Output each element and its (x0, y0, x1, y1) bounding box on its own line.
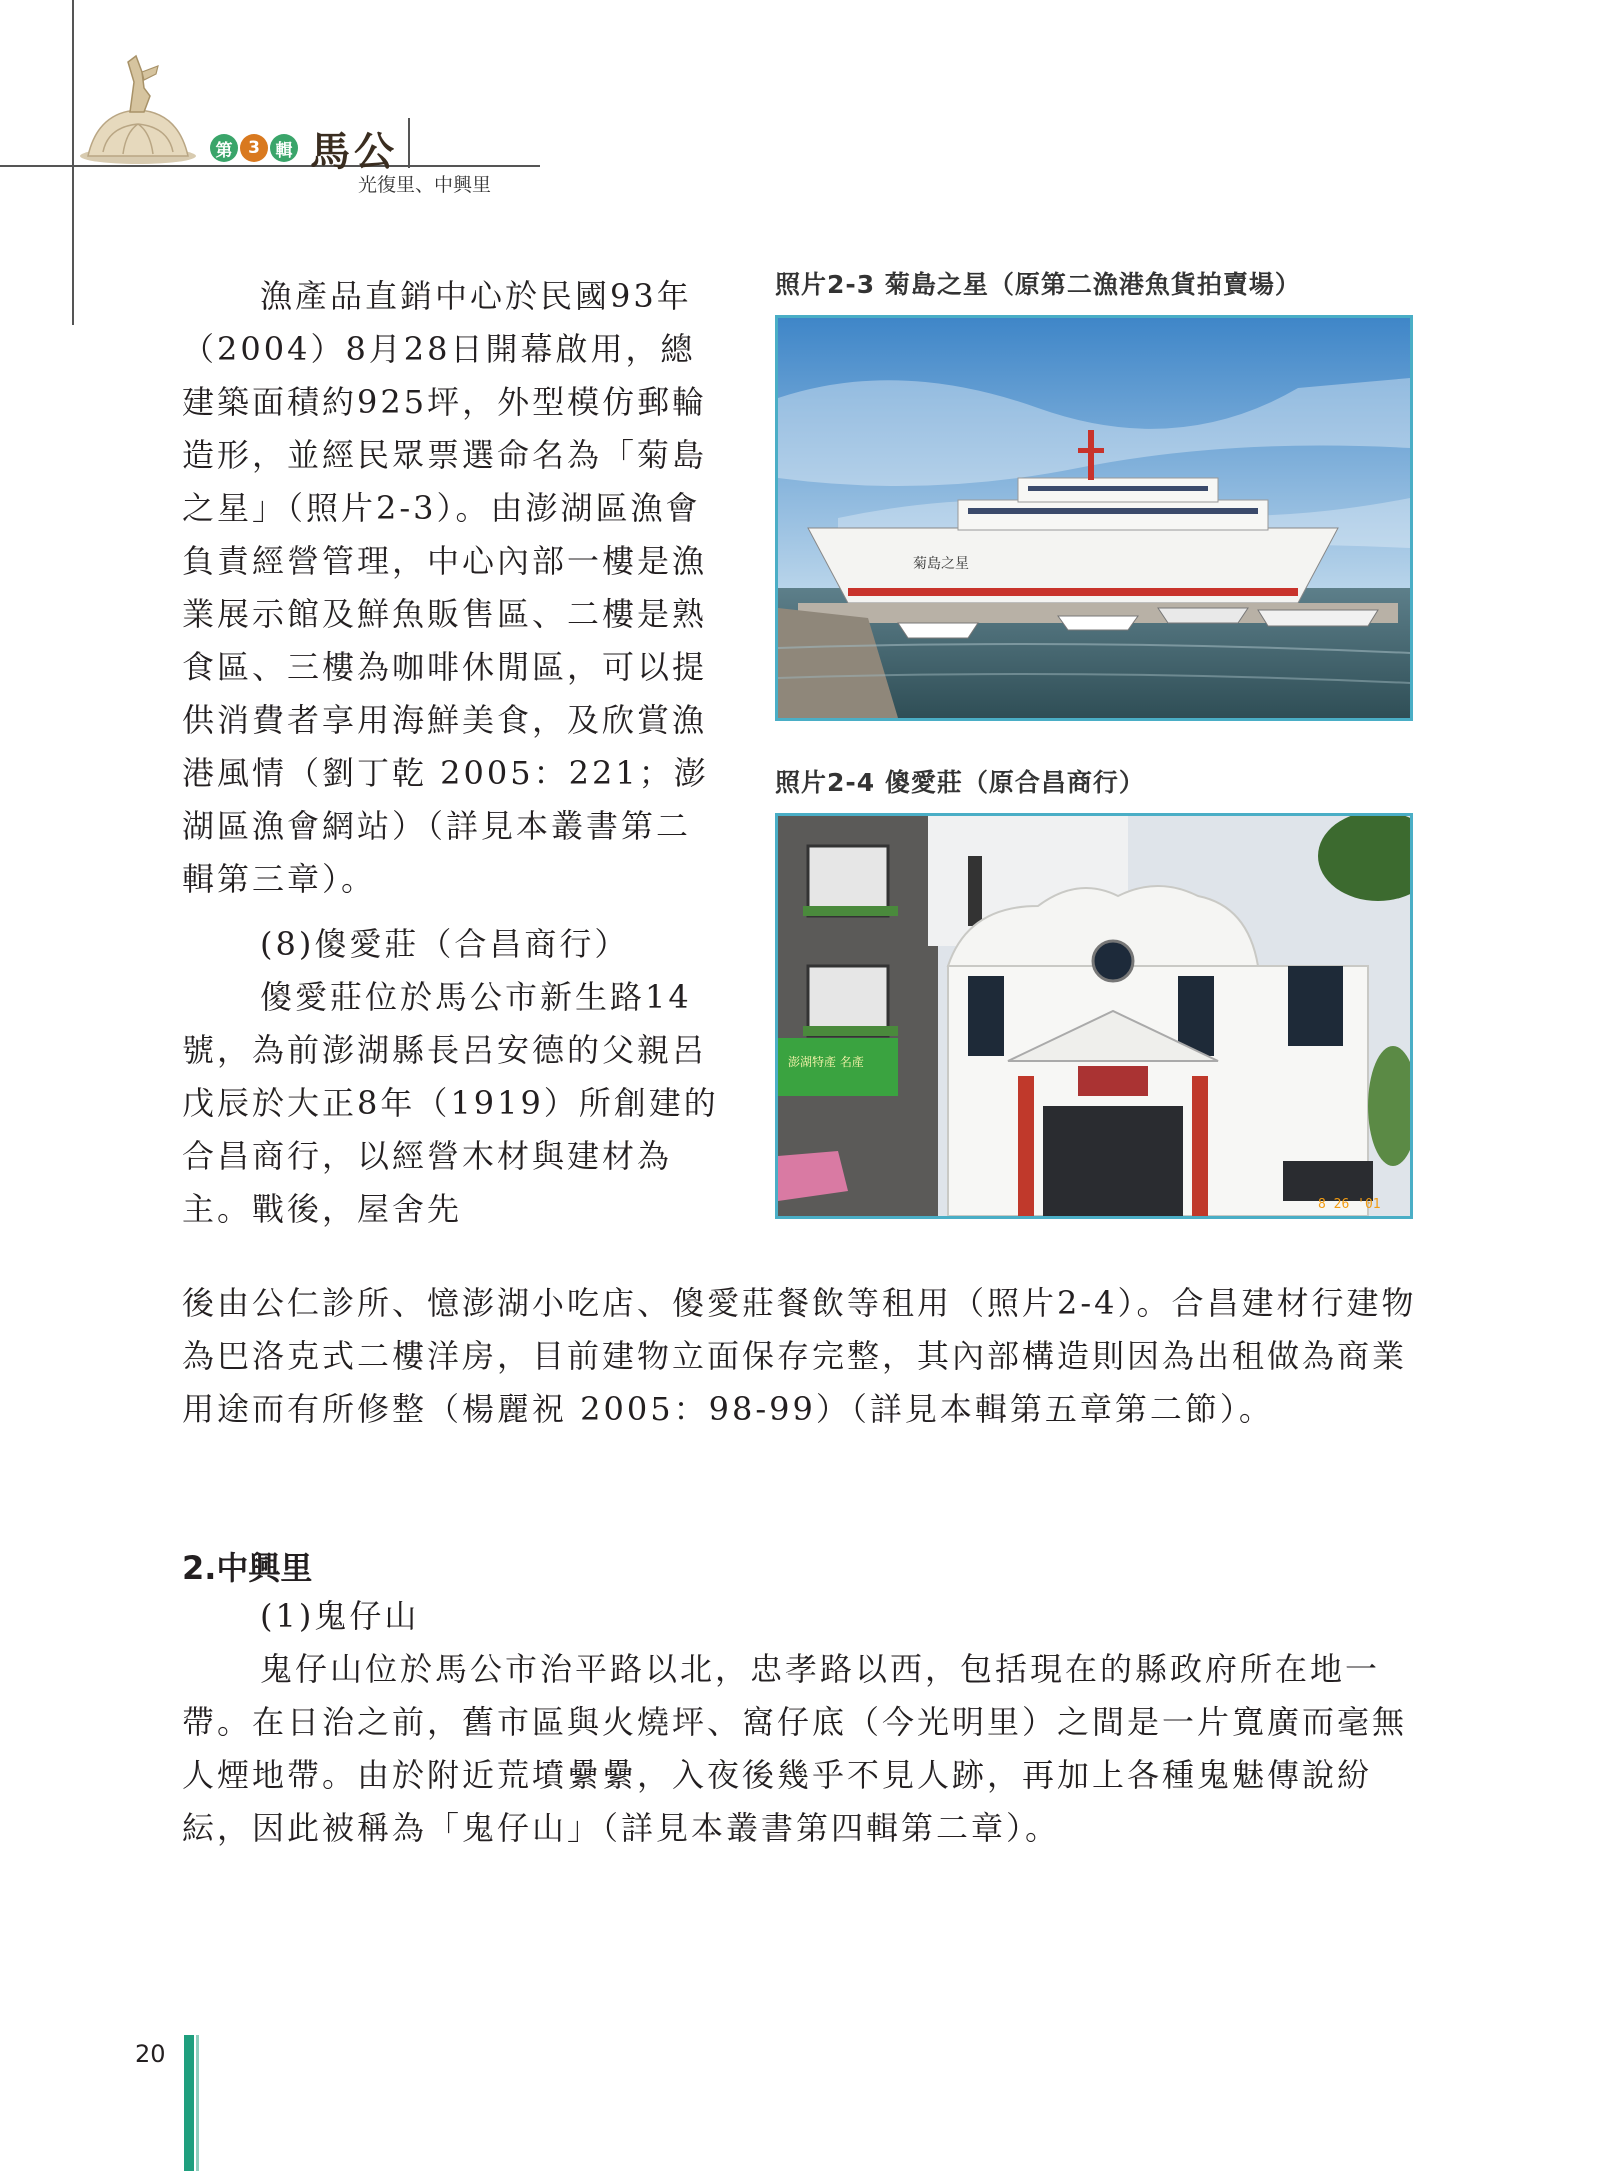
photo-caption-2-3: 照片2-3 菊島之星（原第二漁港魚貨拍賣場） (775, 270, 1301, 299)
paragraph-guizaishan: 鬼仔山位於馬公市治平路以北，忠孝路以西，包括現在的縣政府所在地一帶。在日治之前，舊市區與火燒坪、窩仔底（今光明里）之間是一片寬廣而毫無人煙地帶。由於附近荒墳纍纍，入夜後幾乎不見人跡，再加上各種鬼魅傳說紛紜，因此被稱為「鬼仔山」（詳見本叢書第四輯第二章）。 (182, 1650, 1408, 1847)
paragraph-shaaizhuang: 傻愛莊位於馬公市新生路14號，為前澎湖縣長呂安德的父親呂戊辰於大正8年（1919）所創建的合昌商行，以經營木材與建材為主。戰後，屋舍先 (182, 978, 719, 1228)
ship-name-label: 菊島之星 (913, 556, 969, 572)
episode-suffix: 輯 (270, 134, 298, 162)
section2-block (182, 1590, 1417, 1855)
photo-caption-2-4: 照片2-4 傻愛莊（原合昌商行） (775, 768, 1145, 797)
header-title-divider (408, 118, 410, 168)
photo-baroque-house (775, 813, 1413, 1219)
page-accent-bar (184, 2035, 194, 2171)
page-number: 20 (135, 2040, 166, 2068)
header-vertical-rule (72, 0, 74, 325)
subheading-guizaishan: (1)鬼仔山 (260, 1597, 420, 1635)
photo-ship-building (775, 315, 1413, 721)
paragraph-continuation: 後由公仁診所、憶澎湖小吃店、傻愛莊餐飲等租用（照片2-4）。合昌建材行建物為巴洛克式二樓洋房，目前建物立面保存完整，其內部構造則因為出租做為商業用途而有所修整（楊麗祝 2005：98-99）（詳見本輯第五章第二節）。 (182, 1284, 1417, 1428)
section-heading-zhongxing: 2.中興里 (182, 1549, 313, 1587)
photo-timestamp: 8 26 '01 (1318, 1197, 1381, 1212)
ship-building-image (778, 318, 1410, 718)
episode-prefix: 第 (210, 134, 238, 162)
shop-sign-text: 澎湖特產 名產 (788, 1055, 864, 1069)
episode-badge (210, 127, 398, 175)
paragraph-fishery-center: 漁產品直銷中心於民國93年（2004）8月28日開幕啟用，總建築面積約925坪，外型模仿郵輪造形，並經民眾票選命名為「菊島之星」（照片2-3）。由澎湖區漁會負責經營管理，中心內部一樓是漁業展示館及鮮魚販售區、二樓是熟食區、三樓為咖啡休閒區，可以提供消費者享用海鮮美食，及欣賞漁港風情（劉丁乾 2005：221；澎湖區漁會網站）（詳見本叢書第二輯第三章）。 (182, 277, 709, 898)
book-title: 馬公 (310, 127, 398, 175)
baroque-house-image (778, 816, 1410, 1216)
page-accent-line (196, 2035, 199, 2171)
left-column (182, 270, 722, 1236)
chapter-subtitle: 光復里、中興里 (358, 174, 492, 196)
subheading-shaaizhuang: (8)傻愛莊（合昌商行） (260, 925, 630, 963)
horse-statue-icon (78, 52, 198, 164)
episode-number: 3 (240, 134, 268, 162)
continuation-block (182, 1277, 1417, 1436)
